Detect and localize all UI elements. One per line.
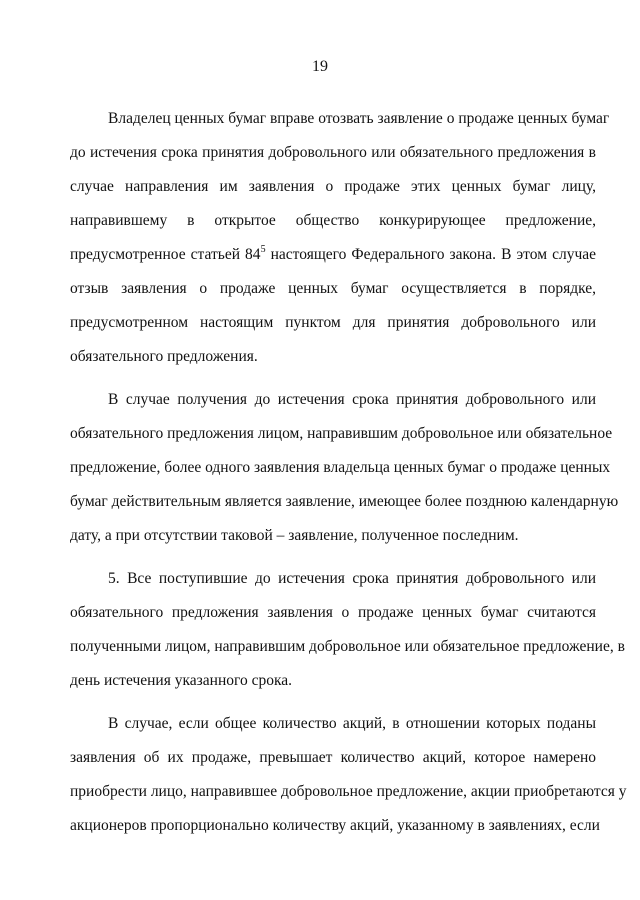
text-line: обязательного предложения. [70, 348, 258, 365]
text-line: до истечения срока принятия добровольного или обязательного предложения в [70, 144, 596, 161]
text-line: Владелец ценных бумаг вправе отозвать заявление о продаже ценных бумаг [108, 110, 610, 127]
paragraph [70, 389, 619, 559]
text-line: заявления об их продаже, превышает количество акций, которое намерено [70, 749, 596, 766]
text-line: дату, а при отсутствии таковой – заявление, полученное последним. [70, 527, 519, 544]
text-line [70, 244, 596, 278]
text-line: обязательного предложения лицом, направившим добровольное или обязательное [70, 425, 613, 442]
text-segment: предусмотренное статьей 84 [70, 246, 261, 263]
text-line: день истечения указанного срока. [70, 672, 293, 689]
text-line: обязательного предложения заявления о продаже ценных бумаг считаются [70, 604, 596, 621]
text-line: приобрести лицо, направившее добровольное предложение, акции приобретаются у [70, 783, 627, 800]
text-line: случае направления им заявления о продаже этих ценных бумаг лицу, [70, 178, 596, 195]
text-line: В случае получения до истечения срока принятия добровольного или [108, 391, 596, 408]
page-number: 19 [312, 58, 328, 75]
text-line: 5. Все поступившие до истечения срока принятия добровольного или [108, 570, 596, 587]
paragraph [70, 108, 610, 380]
paragraph [70, 713, 627, 849]
text-line: направившему в открытое общество конкурирующее предложение, [70, 212, 596, 229]
superscript: 5 [260, 243, 266, 255]
text-line: акционеров пропорционально количеству акций, указанному в заявлениях, если [70, 817, 600, 834]
text-line: предусмотренном настоящим пунктом для принятия добровольного или [70, 314, 596, 331]
text-segment: настоящего Федерального закона. В этом случае [265, 246, 596, 263]
body-text [70, 108, 627, 849]
paragraph [70, 568, 625, 704]
text-line: предложение, более одного заявления владельца ценных бумаг о продаже ценных [70, 459, 611, 476]
text-line: отзыв заявления о продаже ценных бумаг осуществляется в порядке, [70, 280, 596, 297]
text-line: полученными лицом, направившим добровольное или обязательное предложение, в [70, 638, 625, 655]
text-line: В случае, если общее количество акций, в отношении которых поданы [108, 715, 596, 732]
text-line: бумаг действительным является заявление, имеющее более позднюю календарную [70, 493, 619, 510]
